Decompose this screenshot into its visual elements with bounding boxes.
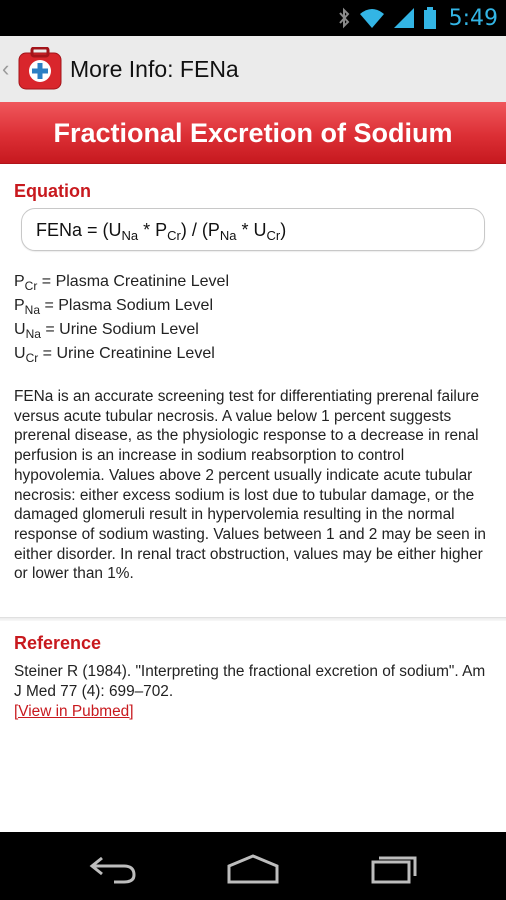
definition-line bbox=[14, 270, 229, 294]
formula-subscript: Na bbox=[121, 228, 139, 243]
formula-part: * U bbox=[236, 220, 267, 240]
def-var: P bbox=[14, 297, 25, 314]
action-bar-title: More Info: FENa bbox=[70, 56, 239, 82]
bluetooth-icon bbox=[337, 7, 351, 29]
action-bar bbox=[0, 36, 506, 102]
up-navigation-icon[interactable]: ‹ bbox=[2, 56, 10, 81]
formula-part: ) / (P bbox=[180, 220, 220, 240]
pubmed-link[interactable]: [View in Pubmed] bbox=[14, 703, 134, 720]
equation-formula bbox=[36, 209, 286, 252]
def-text: = Plasma Sodium Level bbox=[40, 297, 213, 314]
back-icon[interactable] bbox=[84, 846, 144, 886]
status-time: 5:49 bbox=[448, 5, 498, 31]
formula-subscript: Cr bbox=[266, 228, 281, 243]
equation-heading: Equation bbox=[14, 181, 91, 201]
def-sub: Na bbox=[25, 327, 41, 341]
definition-line bbox=[14, 318, 229, 342]
home-icon[interactable] bbox=[223, 846, 283, 886]
description-paragraph: FENa is an accurate screening test for differentiating prerenal failure versus acute tubular necrosis. A value below 1 percent suggests prerenal disease, as the physiologic response to a decrease in renal perfusion is an increase in sodium reabsorption to control hypovolemia. Values above 2 percent usually indicate acute tubular necrosis: either excess sodium is lost due to tubular damage, or the damaged glomeruli result in hypervolemia resulting in the normal response of sodium wasting. Values between 1 and 2 may be seen in either disorder. In renal tract obstruction, values may be either higher or lower than 1%. bbox=[14, 388, 486, 583]
def-sub: Cr bbox=[25, 351, 39, 365]
def-var: P bbox=[14, 273, 25, 290]
formula-subscript: Cr bbox=[167, 228, 181, 243]
reference-heading: Reference bbox=[14, 633, 102, 653]
formula-subscript: Na bbox=[219, 228, 237, 243]
def-text: = Urine Sodium Level bbox=[40, 321, 199, 338]
equation-box bbox=[21, 208, 485, 251]
variable-definitions bbox=[14, 270, 229, 366]
formula-part: FENa = (U bbox=[36, 220, 122, 240]
status-icons bbox=[337, 0, 498, 36]
signal-icon bbox=[393, 7, 415, 29]
def-sub: Cr bbox=[24, 279, 38, 293]
app-medical-kit-icon[interactable] bbox=[18, 47, 62, 91]
section-divider bbox=[0, 617, 506, 621]
def-var: U bbox=[14, 345, 26, 362]
battery-icon bbox=[423, 6, 437, 30]
def-text: = Urine Creatinine Level bbox=[38, 345, 215, 362]
formula-part: ) bbox=[280, 220, 287, 240]
definition-line bbox=[14, 294, 229, 318]
content-area[interactable] bbox=[0, 164, 506, 832]
recent-apps-icon[interactable] bbox=[365, 846, 425, 886]
reference-citation: Steiner R (1984). "Interpreting the fractional excretion of sodium". Am J Med 77 (4): 699–702. bbox=[14, 663, 486, 700]
navigation-bar bbox=[0, 832, 506, 900]
definition-line bbox=[14, 342, 229, 366]
def-var: U bbox=[14, 321, 26, 338]
def-sub: Na bbox=[24, 303, 41, 317]
status-bar bbox=[0, 0, 506, 36]
def-text: = Plasma Creatinine Level bbox=[37, 273, 229, 290]
wifi-icon bbox=[359, 7, 385, 29]
page-title: Fractional Excretion of Sodium bbox=[53, 118, 453, 148]
header-banner bbox=[0, 102, 506, 164]
formula-part: * P bbox=[138, 220, 168, 240]
